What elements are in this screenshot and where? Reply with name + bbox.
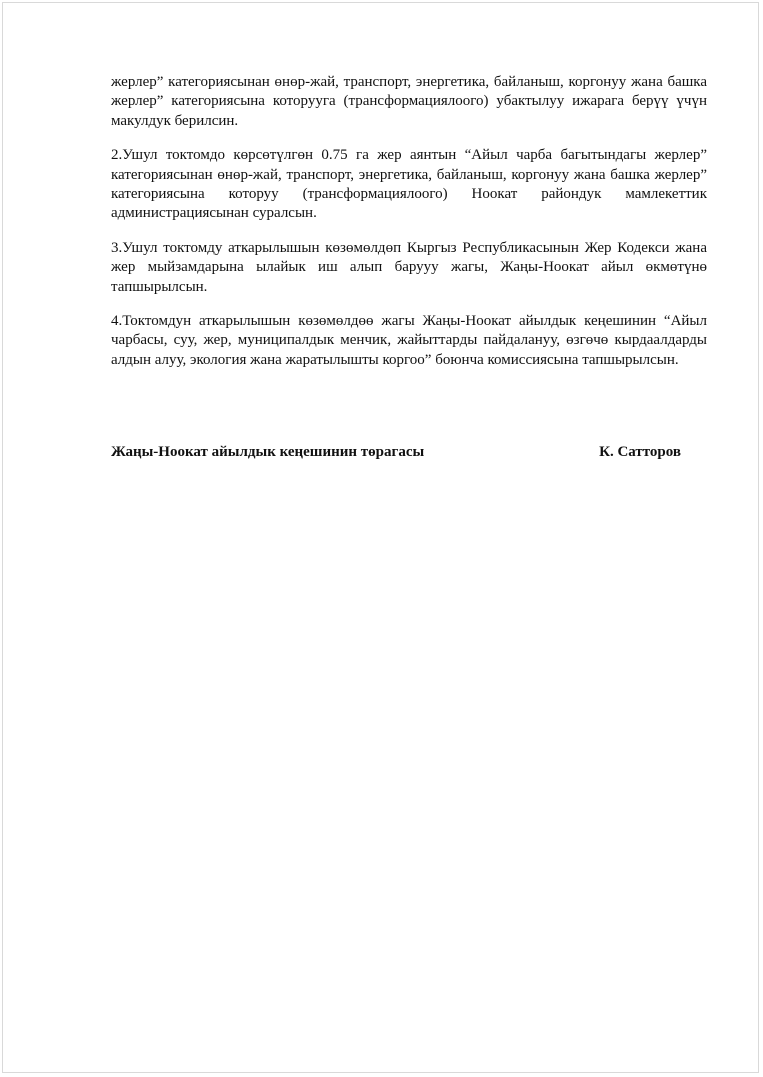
paragraph-2: 2.Ушул токтомдо көрсөтүлгөн 0.75 га жер аянтын “Айыл чарба багытындагы жерлер” категориясынан өнөр-жай, транспорт, энергетика, байланыш, коргонуу жана башка жерлер” категориясына которуу (трансформациялоого) Ноокат райондук мамлекеттик администрациясынан суралсын. [111, 147, 707, 222]
signature-block [111, 444, 681, 461]
signatory-position: Жаңы-Ноокат айылдык кеңешинин төрагасы [111, 444, 425, 460]
signatory-name: К. Сатторов [599, 444, 681, 460]
document-body [111, 73, 707, 385]
paragraph-3: 3.Ушул токтомду аткарылышын көзөмөлдөп Кыргыз Республикасынын Жер Кодекси жана жер мыйзамдарына ылайык иш алып барууу жагы, Жаңы-Ноокат айыл өкмөтүнө тапшырылсын. [111, 239, 707, 295]
paragraph-4: 4.Токтомдун аткарылышын көзөмөлдөө жагы Жаңы-Ноокат айылдык кеңешинин “Айыл чарбасы, суу, жер, муниципалдык менчик, жайыттарды пайдалануу, өзгөчө кырдаалдарды алдын алуу, экология жана жаратылышты коргоо” боюнча комиссиясына тапшырылсын. [111, 313, 707, 368]
paragraph-1: жерлер” категориясынан өнөр-жай, транспорт, энергетика, байланыш, коргонуу жана башка жерлер” категориясына которууга (трансформациялоого) убактылуу ижарага берүү үчүн макулдук берилсин. [111, 74, 707, 129]
